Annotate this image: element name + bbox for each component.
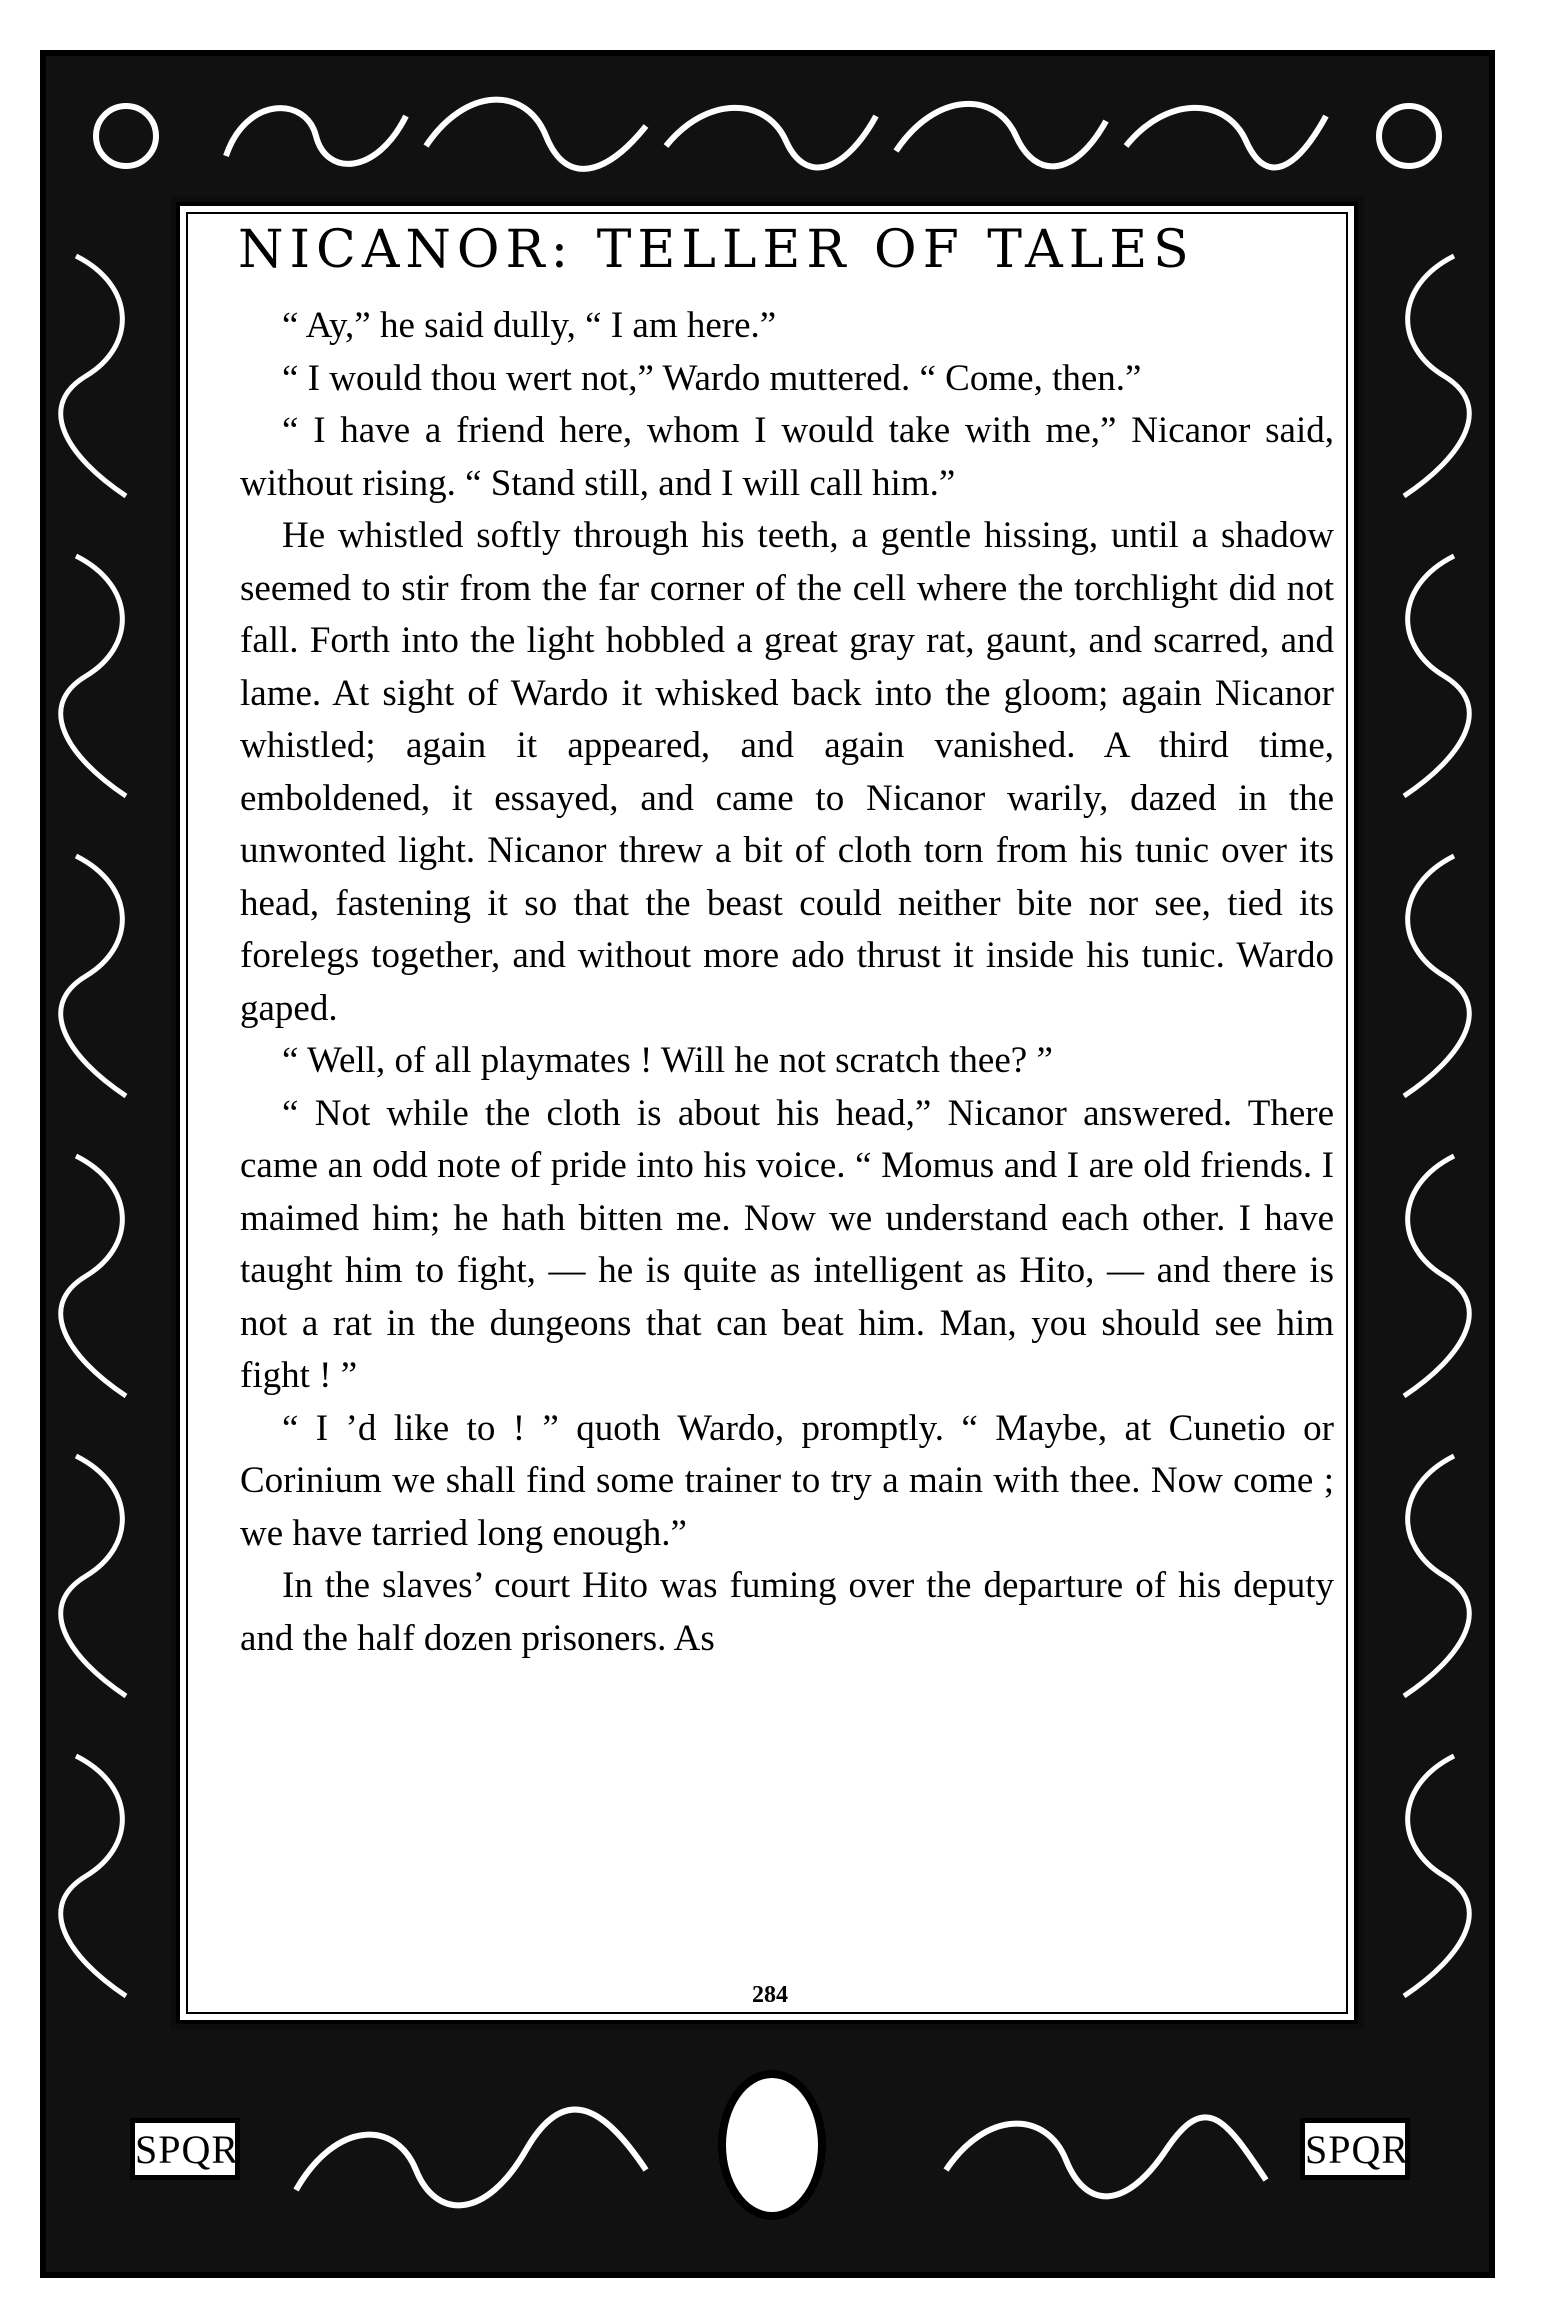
right-scroll-ornament	[1364, 196, 1489, 2030]
page-title: NICANOR: TELLER OF TALES	[238, 220, 1195, 280]
paragraph: In the slaves’ court Hito was fuming over the departure of his deputy and the half dozen prisoners. As	[240, 1565, 1334, 1659]
paragraph: “ Ay,” he said dully, “ I am here.”	[282, 305, 777, 346]
top-scroll-ornament	[46, 56, 1489, 196]
paragraph: “ I have a friend here, whom I would take with me,” Nicanor said, without rising. “ Stand still, and I will call him.”	[240, 410, 1334, 504]
paragraph: “ Well, of all playmates ! Will he not scratch thee? ”	[282, 1040, 1053, 1081]
body-text	[240, 300, 1334, 1665]
spqr-plaque-left: SPQR	[130, 2118, 240, 2180]
page-number: 284	[752, 1982, 788, 2008]
paragraph: “ I would thou wert not,” Wardo muttered. “ Come, then.”	[282, 357, 1142, 399]
paragraph: “ I ’d like to ! ” quoth Wardo, promptly. “ Maybe, at Cunetio or Corinium we shall find some trainer to try a main with thee. Now come ; we have tarried long enough.”	[240, 1407, 1334, 1554]
eagle-medallion	[718, 2070, 826, 2220]
paragraph: “ Not while the cloth is about his head,” Nicanor answered. There came an odd note of pride into his voice. “ Momus and I are old friends. I maimed him; he hath bitten me. Now we understand each other. I have taught him to fight, — he is quite as intelligent as Hito, — and there is not a rat in the dungeons that can beat him. Man, you should see him fight ! ”	[240, 1092, 1334, 1396]
spqr-plaque-right: SPQR	[1300, 2118, 1410, 2180]
paragraph: He whistled softly through his teeth, a gentle hissing, until a shadow seemed to stir from the far corner of the cell where the torchlight did not fall. Forth into the light hobbled a great gray rat, gaunt, and scarred, and lame. At sight of Wardo it whisked back into the gloom; again Nicanor whistled; again it appeared, and again vanished. A third time, emboldened, it essayed, and came to Nicanor warily, dazed in the unwonted light. Nicanor threw a bit of cloth torn from his tunic over its head, fastening it so that the beast could neither bite nor see, tied its forelegs together, and without more ado thrust it inside his tunic. Wardo gaped.	[240, 515, 1334, 1029]
left-scroll-ornament	[46, 196, 171, 2030]
